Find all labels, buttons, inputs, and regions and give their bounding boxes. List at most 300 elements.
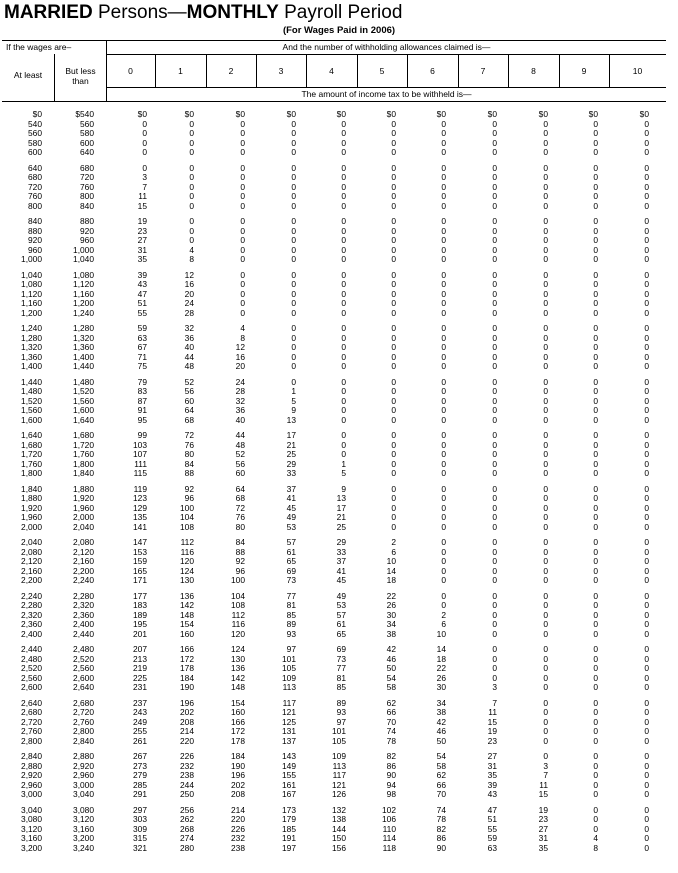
cell-allow-3: 167 (282, 789, 296, 799)
cell-allow-9: 0 (593, 760, 598, 771)
cell-allow-3: 1 (291, 386, 296, 396)
cell-allow-7: 0 (492, 361, 497, 371)
cell-allow-6: 0 (441, 147, 446, 157)
cell-allow-4: 0 (341, 351, 346, 362)
cell-but-less-than: 1,360 (73, 342, 94, 352)
cell-allow-7: 0 (492, 439, 497, 450)
cell-allow-5: 98 (386, 789, 396, 799)
cell-allow-5: 0 (391, 483, 396, 494)
cell-allow-2: 96 (235, 565, 245, 576)
cell-allow-7: 0 (492, 502, 497, 513)
table-row (0, 397, 678, 406)
cell-allow-2: 0 (240, 200, 245, 211)
cell-at-least: 1,200 (21, 307, 42, 318)
cell-allow-4: 105 (332, 735, 346, 746)
cell-allow-1: 232 (180, 760, 194, 771)
cell-allow-8: 3 (543, 760, 548, 771)
cell-allow-10: 0 (644, 804, 649, 815)
cell-allow-5: 0 (391, 376, 396, 387)
table-row (0, 441, 678, 450)
cell-allow-8: 0 (543, 556, 548, 566)
cell-allow-1: 84 (184, 458, 194, 469)
cell-allow-7: 0 (492, 430, 497, 440)
cell-allow-5: 0 (391, 200, 396, 211)
table-row (0, 299, 678, 308)
cell-allow-7: 0 (492, 235, 497, 245)
cell-allow-2: 136 (231, 663, 245, 673)
cell-but-less-than: 2,800 (73, 726, 94, 736)
cell-but-less-than: 1,120 (73, 279, 94, 289)
cell-allow-5: 0 (391, 225, 396, 236)
cell-allow-3: 0 (291, 118, 296, 129)
cell-allow-8: 0 (543, 575, 548, 585)
cell-allow-7: 0 (492, 405, 497, 415)
cell-allow-2: 72 (235, 502, 245, 513)
cell-allow-7: 0 (492, 663, 497, 673)
cell-allow-5: 0 (391, 502, 396, 513)
cell-allow-8: 0 (543, 307, 548, 318)
cell-allow-4: 109 (332, 751, 346, 761)
cell-allow-10: 0 (644, 307, 649, 318)
cell-allow-5: 0 (391, 468, 396, 478)
cell-allow-2: 0 (240, 147, 245, 157)
cell-allow-8: 0 (543, 414, 548, 425)
cell-allow-4: 0 (341, 200, 346, 211)
cell-allow-5: 0 (391, 430, 396, 440)
cell-allow-5: 54 (386, 672, 396, 683)
cell-but-less-than: 1,320 (73, 332, 94, 343)
cell-allow-9: 0 (593, 483, 598, 494)
cell-allow-8: 0 (543, 697, 548, 708)
cell-allow-7: 27 (487, 751, 497, 761)
cell-at-least: 2,600 (21, 682, 42, 692)
cell-allow-6: 0 (441, 235, 446, 245)
cell-allow-1: 130 (180, 575, 194, 585)
cell-allow-0: 297 (133, 804, 147, 815)
table-row (0, 790, 678, 799)
cell-but-less-than: 2,360 (73, 609, 94, 620)
cell-allow-6: 0 (441, 225, 446, 236)
cell-allow-0: $0 (137, 109, 147, 119)
cell-allow-10: 0 (644, 672, 649, 683)
cell-allow-9: 0 (593, 619, 598, 629)
cell-allow-2: 92 (235, 556, 245, 566)
cell-allow-6: 0 (441, 458, 446, 469)
cell-allow-9: 0 (593, 361, 598, 371)
cell-allow-9: 0 (593, 556, 598, 566)
cell-at-least: 1,160 (21, 298, 42, 308)
table-row (0, 683, 678, 692)
cell-allow-4: 0 (341, 386, 346, 396)
cell-allow-3: 125 (282, 716, 296, 727)
cell-allow-0: 207 (133, 644, 147, 654)
cell-allow-6: 54 (436, 751, 446, 761)
cell-allow-10: 0 (644, 644, 649, 654)
cell-but-less-than: 2,000 (73, 512, 94, 522)
cell-allow-10: 0 (644, 269, 649, 280)
cell-allow-10: 0 (644, 449, 649, 459)
cell-allow-1: 184 (180, 672, 194, 683)
cell-allow-4: 0 (341, 181, 346, 192)
cell-allow-6: 0 (441, 244, 446, 255)
cell-allow-9: 0 (593, 254, 598, 264)
cell-allow-9: 0 (593, 502, 598, 513)
cell-allow-9: 0 (593, 172, 598, 182)
cell-at-least: 2,920 (21, 770, 42, 780)
cell-allow-0: 165 (133, 565, 147, 576)
cell-allow-1: 148 (180, 609, 194, 620)
cell-allow-6: 0 (441, 521, 446, 532)
cell-allow-4: 101 (332, 726, 346, 736)
cell-allow-5: 114 (382, 833, 396, 843)
cell-allow-4: 49 (336, 590, 346, 601)
cell-allow-10: 0 (644, 682, 649, 692)
cell-allow-4: 0 (341, 172, 346, 182)
table-row (0, 708, 678, 717)
cell-allow-3: 149 (282, 760, 296, 771)
title-persons: Persons— (92, 2, 187, 23)
cell-allow-7: 7 (492, 697, 497, 708)
cell-at-least: 1,600 (21, 414, 42, 425)
cell-allow-1: 64 (184, 405, 194, 415)
cell-allow-2: 4 (240, 323, 245, 333)
cell-allow-3: 105 (282, 663, 296, 673)
cell-allow-0: 19 (137, 216, 147, 226)
cell-allow-7: 59 (487, 833, 497, 843)
cell-at-least: 1,280 (21, 332, 42, 343)
cell-allow-9: 0 (593, 147, 598, 157)
cell-but-less-than: 1,920 (73, 493, 94, 503)
cell-allow-3: 81 (286, 600, 296, 610)
cell-but-less-than: 2,400 (73, 619, 94, 629)
cell-allow-2: 20 (235, 361, 245, 371)
cell-allow-1: 256 (180, 804, 194, 815)
cell-allow-10: 0 (644, 244, 649, 255)
cell-allow-2: 0 (240, 191, 245, 201)
table-row (0, 173, 678, 182)
table-row (0, 645, 678, 654)
cell-allow-10: 0 (644, 191, 649, 201)
cell-allow-4: 81 (336, 672, 346, 683)
cell-allow-5: 42 (386, 644, 396, 654)
cell-at-least: 3,120 (21, 823, 42, 834)
table-row (0, 416, 678, 425)
cell-allow-3: 0 (291, 244, 296, 255)
cell-allow-10: 0 (644, 137, 649, 148)
cell-allow-4: 0 (341, 332, 346, 343)
cell-allow-6: 0 (441, 468, 446, 478)
cell-allow-10: 0 (644, 575, 649, 585)
cell-at-least: 2,520 (21, 663, 42, 673)
cell-allow-3: 155 (282, 770, 296, 780)
cell-allow-3: 21 (286, 439, 296, 450)
cell-allow-10: 0 (644, 200, 649, 211)
cell-allow-2: 178 (231, 735, 245, 746)
cell-allow-10: 0 (644, 216, 649, 226)
cell-at-least: 2,680 (21, 707, 42, 717)
cell-allow-0: 303 (133, 814, 147, 824)
cell-but-less-than: 2,840 (73, 735, 94, 746)
cell-allow-2: 36 (235, 405, 245, 415)
cell-allow-1: 112 (180, 537, 194, 547)
cell-allow-5: 0 (391, 521, 396, 532)
cell-allow-1: 4 (189, 244, 194, 255)
cell-allow-8: 0 (543, 609, 548, 620)
cell-allow-10: 0 (644, 254, 649, 264)
cell-at-least: 560 (28, 128, 42, 138)
cell-allow-5: 66 (386, 707, 396, 717)
cell-but-less-than: 2,600 (73, 672, 94, 683)
cell-allow-8: 0 (543, 672, 548, 683)
cell-allow-6: 0 (441, 332, 446, 343)
cell-allow-1: 0 (189, 191, 194, 201)
cell-allow-8: 0 (543, 716, 548, 727)
cell-allow-0: 55 (137, 307, 147, 318)
cell-allow-8: 11 (539, 779, 548, 790)
cell-allow-9: 0 (593, 405, 598, 415)
cell-allow-6: 2 (441, 609, 446, 620)
cell-allow-10: 0 (644, 225, 649, 236)
cell-allow-5: 0 (391, 254, 396, 264)
cell-allow-6: 0 (441, 200, 446, 211)
cell-allow-5: 106 (382, 814, 396, 824)
cell-allow-3: 0 (291, 298, 296, 308)
cell-at-least: 1,960 (21, 512, 42, 522)
cell-at-least: $0 (32, 109, 42, 119)
cell-allow-8: 0 (543, 288, 548, 299)
cell-allow-8: 0 (543, 682, 548, 692)
cell-allow-6: 0 (441, 537, 446, 547)
cell-allow-0: 11 (138, 191, 147, 201)
cell-allow-5: 0 (391, 493, 396, 503)
cell-allow-0: 279 (133, 770, 147, 780)
cell-allow-7: 31 (487, 760, 497, 771)
cell-allow-8: 0 (543, 512, 548, 522)
cell-allow-7: 0 (492, 575, 497, 585)
cell-allow-6: $0 (436, 109, 446, 119)
cell-but-less-than: 3,200 (73, 833, 94, 843)
cell-but-less-than: 2,440 (73, 628, 94, 639)
cell-allow-9: 0 (593, 181, 598, 192)
cell-allow-0: 267 (133, 751, 147, 761)
cell-allow-4: 85 (336, 682, 346, 692)
cell-allow-0: 35 (137, 254, 147, 264)
cell-allow-5: 0 (391, 386, 396, 396)
cell-allow-3: 0 (291, 376, 296, 387)
cell-allow-5: 110 (382, 823, 396, 834)
cell-allow-6: 0 (441, 118, 446, 129)
cell-allow-9: 0 (593, 332, 598, 343)
cell-allow-7: 0 (492, 537, 497, 547)
cell-allow-2: 32 (235, 395, 245, 406)
cell-allow-6: 0 (441, 288, 446, 299)
cell-allow-10: 0 (644, 118, 649, 129)
cell-allow-5: 0 (391, 307, 396, 318)
cell-allow-1: 274 (180, 833, 194, 843)
cell-allow-8: 0 (543, 254, 548, 264)
table-row (0, 538, 678, 547)
cell-allow-4: 17 (336, 502, 346, 513)
cell-allow-7: 63 (487, 842, 497, 853)
cell-allow-1: 120 (180, 556, 194, 566)
cell-allow-3: 0 (291, 137, 296, 148)
cell-allow-4: 45 (336, 575, 346, 585)
cell-allow-2: 60 (235, 468, 245, 478)
cell-allow-9: 0 (593, 628, 598, 639)
cell-allow-4: 126 (332, 789, 346, 799)
cell-allow-8: 0 (543, 323, 548, 333)
table-row (0, 431, 678, 440)
cell-allow-3: $0 (286, 109, 296, 119)
cell-allow-2: 148 (231, 682, 245, 692)
cell-allow-0: 31 (137, 244, 147, 255)
cell-allow-10: 0 (644, 323, 649, 333)
cell-allow-8: 0 (543, 172, 548, 182)
cell-allow-6: 78 (436, 814, 446, 824)
cell-allow-9: 0 (593, 493, 598, 503)
cell-allow-4: 1 (341, 458, 346, 469)
cell-allow-4: 156 (332, 842, 346, 853)
cell-allow-9: 0 (593, 663, 598, 673)
cell-allow-1: 142 (180, 600, 194, 610)
cell-allow-3: 179 (282, 814, 296, 824)
cell-allow-1: 72 (184, 430, 194, 440)
cell-allow-3: 0 (291, 254, 296, 264)
cell-allow-3: 0 (291, 172, 296, 182)
cell-allow-1: 280 (180, 842, 194, 853)
cell-allow-0: 285 (133, 779, 147, 790)
table-row (0, 630, 678, 639)
cell-allow-3: 0 (291, 181, 296, 192)
cell-allow-7: 0 (492, 619, 497, 629)
cell-at-least: 1,640 (21, 430, 42, 440)
cell-allow-2: 0 (240, 235, 245, 245)
cell-allow-10: 0 (644, 735, 649, 746)
cell-allow-9: 0 (593, 779, 598, 790)
cell-allow-0: 321 (133, 842, 147, 853)
cell-allow-1: $0 (184, 109, 194, 119)
cell-allow-9: $0 (588, 109, 598, 119)
cell-at-least: 720 (28, 181, 42, 192)
cell-allow-2: 0 (240, 244, 245, 255)
cell-allow-2: 154 (231, 697, 245, 708)
cell-allow-1: 244 (180, 779, 194, 790)
allowance-header-6: 6 (430, 66, 435, 76)
cell-allow-9: 0 (593, 137, 598, 148)
cell-allow-1: 88 (184, 468, 194, 478)
cell-allow-4: 21 (336, 512, 346, 522)
cell-allow-9: 0 (593, 546, 598, 557)
cell-allow-7: 0 (492, 137, 497, 148)
cell-allow-5: 62 (386, 697, 396, 708)
cell-allow-3: 0 (291, 361, 296, 371)
cell-allow-4: 0 (341, 307, 346, 318)
cell-allow-8: 0 (543, 590, 548, 601)
cell-allow-0: 177 (133, 590, 147, 601)
cell-allow-7: 0 (492, 493, 497, 503)
cell-allow-7: 0 (492, 644, 497, 654)
cell-allow-10: 0 (644, 770, 649, 780)
cell-allow-6: 0 (441, 405, 446, 415)
cell-allow-8: 0 (543, 351, 548, 362)
cell-but-less-than: 2,200 (73, 565, 94, 576)
cell-at-least: 2,400 (21, 628, 42, 639)
cell-but-less-than: 3,160 (73, 823, 94, 834)
cell-allow-6: 74 (436, 804, 446, 815)
cell-allow-7: 0 (492, 342, 497, 352)
cell-allow-10: 0 (644, 751, 649, 761)
cell-at-least: 1,760 (21, 458, 42, 469)
cell-allow-7: 19 (487, 726, 497, 736)
cell-allow-6: 0 (441, 162, 446, 173)
cell-allow-9: 0 (593, 512, 598, 522)
table-row (0, 362, 678, 371)
cell-allow-10: 0 (644, 789, 649, 799)
cell-but-less-than: 2,160 (73, 556, 94, 566)
cell-allow-10: 0 (644, 414, 649, 425)
cell-allow-7: 0 (492, 546, 497, 557)
cell-allow-1: 32 (184, 323, 194, 333)
cell-allow-6: 0 (441, 269, 446, 280)
cell-allow-0: 67 (137, 342, 147, 352)
cell-but-less-than: 2,280 (73, 590, 94, 601)
cell-allow-4: 150 (332, 833, 346, 843)
cell-allow-4: 0 (341, 288, 346, 299)
cell-at-least: 600 (28, 147, 42, 157)
cell-allow-7: 0 (492, 216, 497, 226)
cell-allow-6: 0 (441, 181, 446, 192)
cell-but-less-than: 3,000 (73, 779, 94, 790)
table-row (0, 815, 678, 824)
cell-allow-1: 20 (184, 288, 194, 299)
cell-allow-4: 121 (332, 779, 346, 790)
cell-allow-6: 46 (436, 726, 446, 736)
cell-at-least: 2,280 (21, 600, 42, 610)
cell-allow-5: 0 (391, 439, 396, 450)
allowance-header-7: 7 (480, 66, 486, 76)
cell-allow-7: 23 (487, 735, 497, 746)
table-row (0, 183, 678, 192)
cell-allow-10: 0 (644, 556, 649, 566)
but-less-line1: But less (65, 66, 96, 76)
cell-allow-5: 58 (386, 682, 396, 692)
cell-allow-5: 0 (391, 162, 396, 173)
cell-allow-6: 0 (441, 556, 446, 566)
cell-at-least: 1,360 (21, 351, 42, 362)
cell-allow-10: 0 (644, 653, 649, 664)
cell-allow-0: 107 (133, 449, 147, 459)
cell-allow-8: 0 (543, 216, 548, 226)
cell-allow-3: 0 (291, 200, 296, 211)
cell-allow-2: 208 (231, 789, 245, 799)
cell-allow-10: 0 (644, 493, 649, 503)
cell-allow-9: 0 (593, 716, 598, 727)
cell-allow-3: 37 (286, 483, 296, 494)
cell-allow-0: 51 (137, 298, 147, 308)
table-row (0, 217, 678, 226)
table-subtitle: (For Wages Paid in 2006) (282, 25, 396, 36)
cell-allow-7: 0 (492, 672, 497, 683)
cell-allow-8: 0 (543, 137, 548, 148)
cell-allow-10: 0 (644, 279, 649, 289)
cell-allow-7: 0 (492, 181, 497, 192)
cell-allow-5: 0 (391, 449, 396, 459)
cell-allow-3: 117 (282, 697, 296, 708)
cell-allow-2: 28 (235, 386, 245, 396)
cell-allow-0: 129 (133, 502, 147, 513)
cell-allow-3: 0 (291, 332, 296, 343)
cell-at-least: 920 (28, 235, 42, 245)
